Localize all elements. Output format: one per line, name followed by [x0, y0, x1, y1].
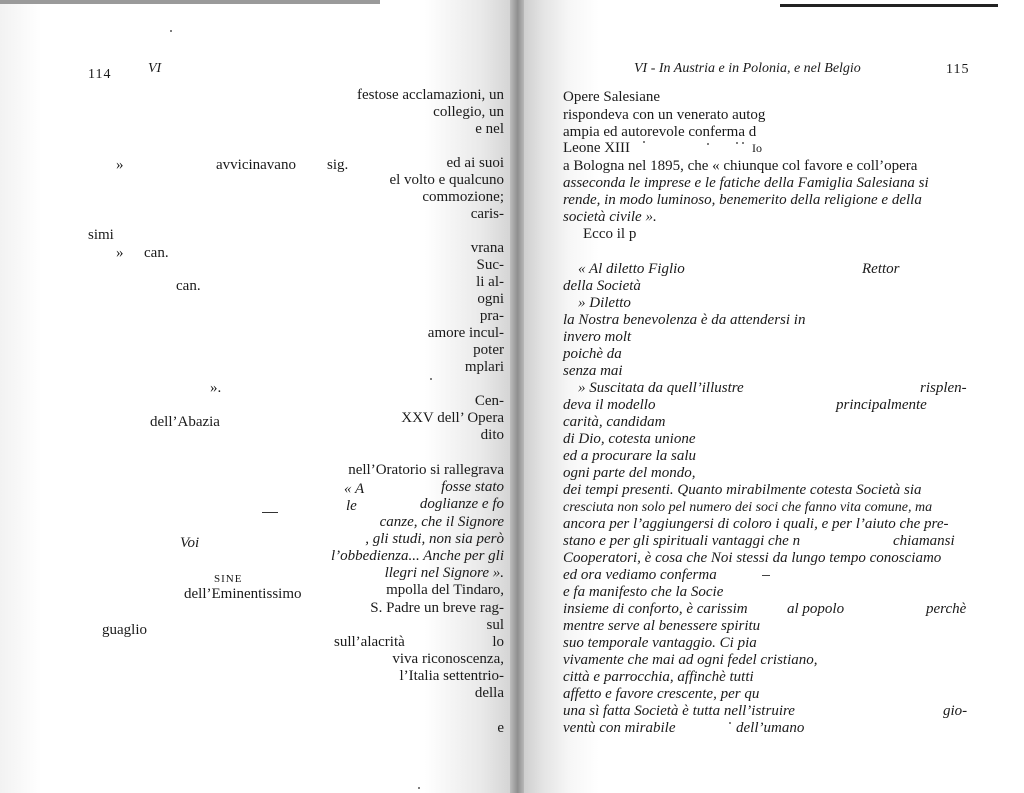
text-line: collegio, un	[433, 104, 504, 120]
text-line: a Bologna nel 1895, che « chiunque col favore e coll’opera	[563, 158, 918, 174]
text-line: dell’umano	[736, 720, 805, 736]
text-line: risplen-	[920, 380, 967, 396]
text-line: affetto e favore crescente, per qu	[563, 686, 760, 702]
text-line: SINE	[214, 573, 243, 585]
text-line: ampia ed autorevole conferma d	[563, 124, 757, 140]
text-line: pra-	[479, 308, 504, 324]
text-line: dell’Abazia	[150, 414, 220, 430]
text-line: Voi	[180, 535, 200, 551]
text-line: deva il modello	[563, 397, 656, 413]
text-line: Opere Salesiane	[563, 89, 661, 105]
text-line: festose acclamazioni, un	[356, 87, 504, 103]
text-line: mpolla del Tindaro,	[386, 582, 504, 598]
text-line: simi	[88, 227, 114, 243]
text-line: e	[497, 720, 504, 736]
text-line: chiamansi	[893, 533, 955, 549]
text-line: Suc-	[476, 257, 504, 273]
dash-mark	[262, 512, 278, 513]
left-running-head: VI	[148, 61, 162, 76]
text-line: sull’alacrità	[334, 634, 405, 650]
text-line: gio-	[943, 703, 968, 719]
text-line: » Suscitata da quell’illustre	[578, 380, 744, 396]
text-line: el volto e qualcuno	[389, 172, 504, 188]
text-line: e fa manifesto che la Socie	[563, 584, 724, 600]
text-line: perchè	[926, 601, 967, 617]
text-line: vivamente che mai ad ogni fedel cristiano,	[563, 652, 818, 668]
text-line: poter	[473, 342, 504, 358]
text-line: « A	[344, 481, 365, 497]
text-line: sig.	[327, 157, 349, 173]
text-line: una sì fatta Società è tutta nell’istruire	[563, 703, 795, 719]
text-line: ogni	[477, 291, 504, 307]
text-line: sul	[486, 617, 504, 633]
text-line: stano e per gli spirituali vantaggi che n	[563, 533, 801, 549]
text-line: suo temporale vantaggio. Ci pia	[563, 635, 757, 651]
text-line: Leone XIII	[563, 140, 631, 156]
text-line: asseconda le imprese e le fatiche della Famiglia Salesiana si	[563, 175, 929, 191]
text-line: can.	[176, 278, 201, 294]
text-line: avvicinavano	[216, 157, 296, 173]
text-line: vrana	[470, 240, 504, 256]
stray-mark	[643, 141, 645, 143]
text-line: » Diletto	[578, 295, 631, 311]
text-line: senza mai	[563, 363, 623, 379]
text-line: e nel	[475, 121, 504, 137]
text-line: l’Italia settentrio-	[399, 668, 504, 684]
text-line: lo	[492, 634, 504, 650]
text-line: « Al diletto Figlio	[578, 261, 685, 277]
text-line: città e parrocchia, affinchè tutti	[563, 669, 754, 685]
text-line: carità, candidam	[563, 414, 666, 430]
text-line: mentre serve al benessere spiritu	[563, 618, 761, 634]
text-line: ed ai suoi	[446, 155, 504, 171]
text-line: invero molt	[563, 329, 632, 345]
stray-mark	[418, 787, 420, 789]
text-line: »	[116, 245, 124, 261]
left-page-number: 114	[88, 67, 112, 82]
text-line: la Nostra benevolenza è da attendersi in	[563, 312, 806, 328]
text-line: società civile ».	[563, 209, 657, 225]
text-line: , gli studi, non sia però	[365, 531, 504, 547]
text-line: di Dio, cotesta unione	[563, 431, 696, 447]
text-line: mplari	[464, 359, 504, 375]
text-line: dei tempi presenti. Quanto mirabilmente cotesta Società sia	[563, 482, 922, 498]
text-line: Io	[752, 141, 762, 155]
text-line: nell’Oratorio si rallegrava	[348, 462, 504, 478]
stray-mark	[430, 378, 432, 380]
stray-mark	[729, 722, 731, 724]
text-line: guaglio	[102, 622, 147, 638]
text-line: della Società	[563, 278, 641, 294]
book-gutter	[510, 0, 524, 793]
text-line: amore incul-	[427, 325, 504, 341]
text-line: Cooperatori, è cosa che Noi stessi da lungo tempo conosciamo	[563, 550, 942, 566]
text-line: Rettor	[862, 261, 900, 277]
text-line: ».	[210, 380, 222, 396]
text-line: della	[474, 685, 504, 701]
text-line: rispondeva con un venerato autog	[563, 107, 766, 123]
text-line: al popolo	[787, 601, 845, 617]
stray-mark	[742, 142, 744, 144]
text-line: ogni parte del mondo,	[563, 465, 696, 481]
text-line: poichè da	[563, 346, 622, 362]
text-line: Ecco il p	[583, 226, 637, 242]
text-line: commozione;	[422, 189, 504, 205]
text-line: viva riconoscenza,	[392, 651, 504, 667]
right-running-head: VI - In Austria e in Polonia, e nel Belgio	[634, 61, 861, 76]
text-line: dell’Eminentissimo	[184, 586, 302, 602]
text-line: l’obbedienza... Anche per gli	[330, 548, 504, 564]
text-line: li al-	[476, 274, 504, 290]
right-page-number: 115	[946, 62, 970, 77]
text-line: ancora per l’aggiungersi di coloro i quali, e per l’aiuto che pre-	[563, 516, 949, 532]
text-line: canze, che il Signore	[379, 514, 504, 530]
text-line: »	[116, 157, 124, 173]
stray-mark	[707, 143, 709, 145]
text-line: ed ora vediamo conferma	[563, 567, 717, 583]
text-line: le	[346, 498, 357, 514]
text-line: llegri nel Signore ».	[384, 565, 504, 581]
text-line: can.	[144, 245, 169, 261]
text-line: ed a procurare la salu	[563, 448, 697, 464]
text-line: ventù con mirabile	[563, 720, 676, 736]
text-line: fosse stato	[441, 479, 504, 495]
text-line: dito	[480, 427, 504, 443]
dash-mark	[762, 575, 770, 576]
text-line: principalmente	[836, 397, 927, 413]
text-line: S. Padre un breve rag-	[370, 600, 504, 616]
text-line: Cen-	[474, 393, 504, 409]
text-line: insieme di conforto, è carissim	[563, 601, 748, 617]
text-line: caris-	[470, 206, 504, 222]
text-line: cresciuta non solo pel numero dei soci che fanno vita comune, ma	[563, 500, 933, 515]
stray-mark	[170, 30, 172, 32]
top-edge-shadow	[0, 0, 380, 4]
text-line: XXV dell’ Opera	[401, 410, 504, 426]
stray-mark	[736, 142, 738, 144]
text-line: rende, in modo luminoso, benemerito della religione e della	[563, 192, 922, 208]
top-edge-rule	[780, 4, 998, 7]
text-line: doglianze e fo	[419, 496, 504, 512]
